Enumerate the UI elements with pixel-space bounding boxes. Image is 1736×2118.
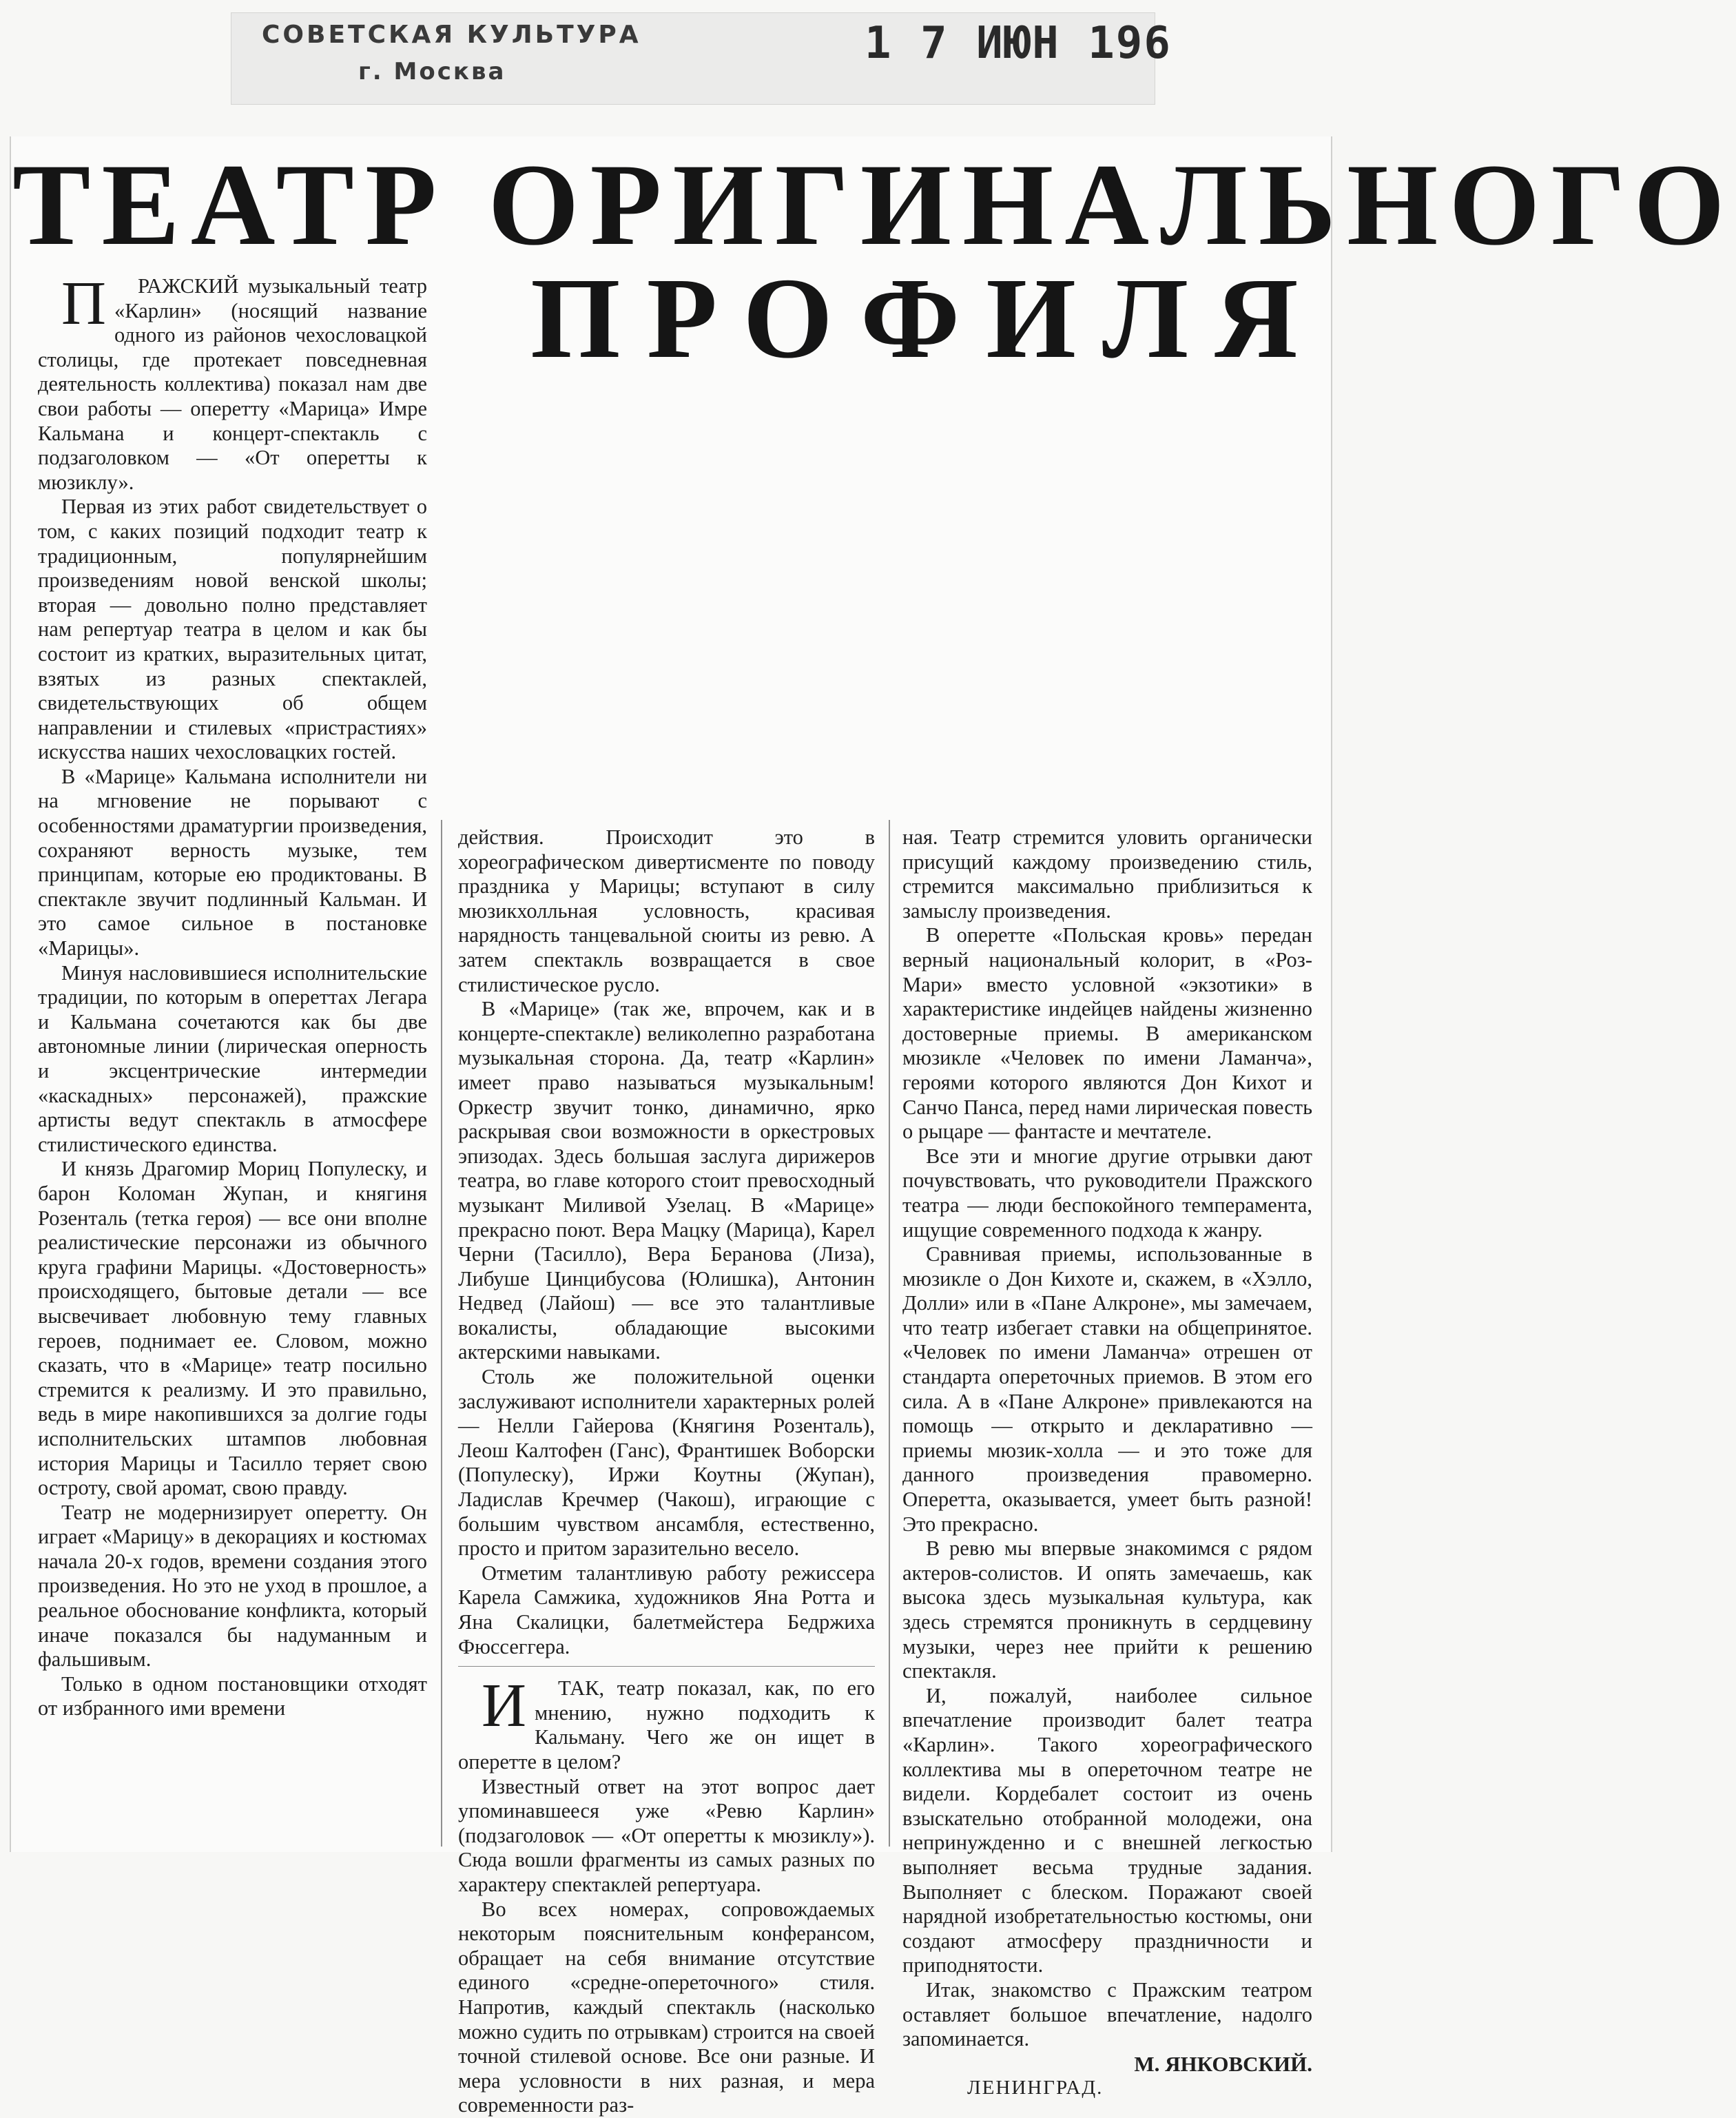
article-paragraph: В оперетте «Польская кровь» передан верный национальный колорит, в «Роз-Мари» вместо условной «экзотики» в характеристике индейцев найдены жизненно достоверные приемы. В американском мюзикле «Человек по имени Ламанча», героями которого являются Дон Кихот и Санчо Панса, перед нами лирическая повесть о рыцаре — фантасте и мечтателе.	[902, 923, 1312, 1144]
article-column-1	[38, 269, 427, 1721]
column-divider	[441, 820, 442, 1847]
article-paragraph: Отметим талантливую работу режиссера Карела Самжика, художников Яна Ротта и Яна Скалицки, балетмейстера Бедржиха Фюссеггера.	[458, 1561, 875, 1658]
publication-date: 1 7 ИЮН 196	[865, 18, 1172, 69]
article-paragraph: И, пожалуй, наиболее сильное впечатление производит балет театра «Карлин». Такого хореографического коллектива мы в опереточном театре не видели. Кордебалет состоит из очень взыскательно отобранной молодежи, она непринужденно и с внешней легкостью выполняет весьма трудные задания. Выполняет с блеском. Поражают своей нарядной изобретательностью костюмы, они создают атмосферу праздничности и приподнятости.	[902, 1683, 1312, 1977]
section-divider	[458, 1666, 875, 1667]
article-paragraph: В «Марице» Кальмана исполнители ни на мгновение не порывают с особенностями драматургии произведения, сохраняют верность музыке, тем принципам, которые ею продиктованы. В спектакле звучит подлинный Кальман. И это самое сильное в постановке «Марицы».	[38, 764, 427, 960]
author-city: ЛЕНИНГРАД.	[967, 2077, 1104, 2099]
article-paragraph: И князь Драгомир Мориц Популеску, и барон Коломан Жупан, и княгиня Розенталь (тетка героя) — все они вполне реалистические персонажи из обычного круга графини Марицы. «Достоверность» происходящего, бытовые детали — все высвечивает любовную тему главных героев, поднимает ее. Словом, можно сказать, что в «Марице» театр посильно стремится к реализму. И это правильно, ведь в мире накопившихся за долгие годы исполнительских штампов любовная история Марицы и Тасилло теряет свою остроту, свой аромат, свою правду.	[38, 1157, 427, 1500]
article-column-3	[902, 825, 1312, 2101]
article-paragraph: Итак, знакомство с Пражским театром оставляет большое впечатление, надолго запоминается.	[902, 1977, 1312, 2051]
article-paragraph: Все эти и многие другие отрывки дают почувствовать, что руководители Пражского театра — люди беспокойного темперамента, ищущие современного подхода к жанру.	[902, 1144, 1312, 1242]
drop-cap: И	[482, 1672, 526, 1740]
article-paragraph: действия. Происходит это в хореографическом дивертисменте по поводу праздника у Марицы; вступают в силу мюзикхолльная условность, красивая нарядность танцевальной сюиты из ревю. А затем спектакль возвращается в свое стилистическое русло.	[458, 825, 875, 996]
article-paragraph: Во всех номерах, сопровождаемых некоторым пояснительным конферансом, обращает на себя внимание отсутствие единого «средне-опереточного» стиля. Напротив, каждый спектакль (насколько можно судить по отрывкам) строится на своей точной стилевой основе. Все они разные. И мера условности в них разная, и мера современности раз-	[458, 1897, 875, 2117]
article-paragraph: Сравнивая приемы, использованные в мюзикле о Дон Кихоте и, скажем, в «Хэлло, Долли» или в «Пане Алкроне», мы замечаем, что театр избегает ставки на общепринятое. «Человек по имени Ламанча» отрешен от стандарта опереточных приемов. В этом его сила. А в «Пане Алкроне» привлекаются на помощь — открыто и декларативно — приемы мюзик-холла — и это тоже для данного произведения правомерно. Оперетта, оказывается, умеет быть разной! Это прекрасно.	[902, 1242, 1312, 1536]
article-paragraph: П РАЖСКИЙ музыкальный театр «Карлин» (носящий название одного из районов чехословацкой столицы, где протекает повседневная деятельность коллектива) показал нам две свои работы — оперетту «Марица» Имре Кальмана и концерт-спектакль с подзаголовком — «От оперетты к мюзиклу».	[38, 269, 427, 494]
headline-line-2: ПРОФИЛЯ	[530, 254, 1325, 382]
author-signature: М. ЯНКОВСКИЙ.	[1134, 2051, 1312, 2076]
column-divider	[889, 820, 890, 1847]
headline-line-1: ТЕАТР ОРИГИНАЛЬНОГО	[12, 140, 1736, 269]
article-paragraph: ная. Театр стремится уловить органически присущий каждому произведению стиль, стремится максимально приблизиться к замыслу произведения.	[902, 825, 1312, 923]
article-paragraph: Столь же положительной оценки заслуживают исполнители характерных ролей — Нелли Гайерова (Княгиня Розенталь), Леош Калтофен (Ганс), Франтишек Воборски (Популеску), Иржи Коутны (Жупан), Ладислав Кречмер (Чакош), играющие с большим чувством ансамбля, естественно, просто и притом заразительно весело.	[458, 1365, 875, 1561]
article-paragraph: Известный ответ на этот вопрос дает упоминавшееся уже «Ревю Карлин» (подзаголовок — «От оперетты к мюзиклу»). Сюда вошли фрагменты из самых разных по характеру спектаклей репертуара.	[458, 1774, 875, 1896]
article-paragraph: В «Марице» (так же, впрочем, как и в концерте-спектакле) великолепно разработана музыкальная сторона. Да, театр «Карлин» имеет право называться музыкальным! Оркестр звучит тонко, динамично, ярко раскрывая свои возможности в оркестровых эпизодах. Здесь большая заслуга дирижеров театра, во главе которого стоит превосходный музыкант Миливой Узелац. В «Марице» прекрасно поют. Вера Мацку (Марица), Карел Черни (Тасилло), Вера Беранова (Лиза), Либуше Цинцибусова (Юлишка), Антонин Недвед (Лайош) — все это талантливые вокалисты, обладающие высокими актерскими навыками.	[458, 997, 875, 1364]
newspaper-name: СОВЕТСКАЯ КУЛЬТУРА	[262, 21, 641, 49]
article-paragraph: Первая из этих работ свидетельствует о том, с каких позиций подходит театр к традиционным, популярнейшим произведениям новой венской школы; вторая — довольно полно представляет нам репертуар театра в целом и как бы состоит из кратких, выразительных цитат, взятых из разных спектаклей, свидетельствующих об общем направлении и стилевых «пристрастиях» искусства наших чехословацких гостей.	[38, 495, 427, 764]
drop-cap: П	[61, 269, 106, 338]
article-paragraph: И ТАК, театр показал, как, по его мнению, нужно подходить к Кальману. Чего же он ищет в оперетте в целом?	[458, 1672, 875, 1773]
article-column-2	[458, 825, 875, 2118]
article-paragraph: Театр не модернизирует оперетту. Он играет «Марицу» в декорациях и костюмах начала 20-х годов, времени создания этого произведения. Но это не уход в прошлое, а реальное обоснование конфликта, который иначе показался бы надуманным и фальшивым.	[38, 1500, 427, 1672]
article-paragraph: Минуя насловившиеся исполнительские традиции, по которым в опереттах Легара и Кальмана сочетаются как бы две автономные линии (лирическая оперность и эксцентрические интермедии «каскадных» персонажей), пражские артисты ведут спектакль в атмосфере стилистического единства.	[38, 960, 427, 1156]
article-paragraph: Только в одном постановщики отходят от избранного ими времени	[38, 1672, 427, 1720]
article-paragraph: В ревю мы впервые знакомимся с рядом актеров-солистов. И опять замечаешь, как высока здесь музыкальная культура, как здесь стремятся проникнуть в сердцевину музыки, через нее прийти к решению спектакля.	[902, 1536, 1312, 1683]
newspaper-city: г. Москва	[358, 58, 506, 85]
